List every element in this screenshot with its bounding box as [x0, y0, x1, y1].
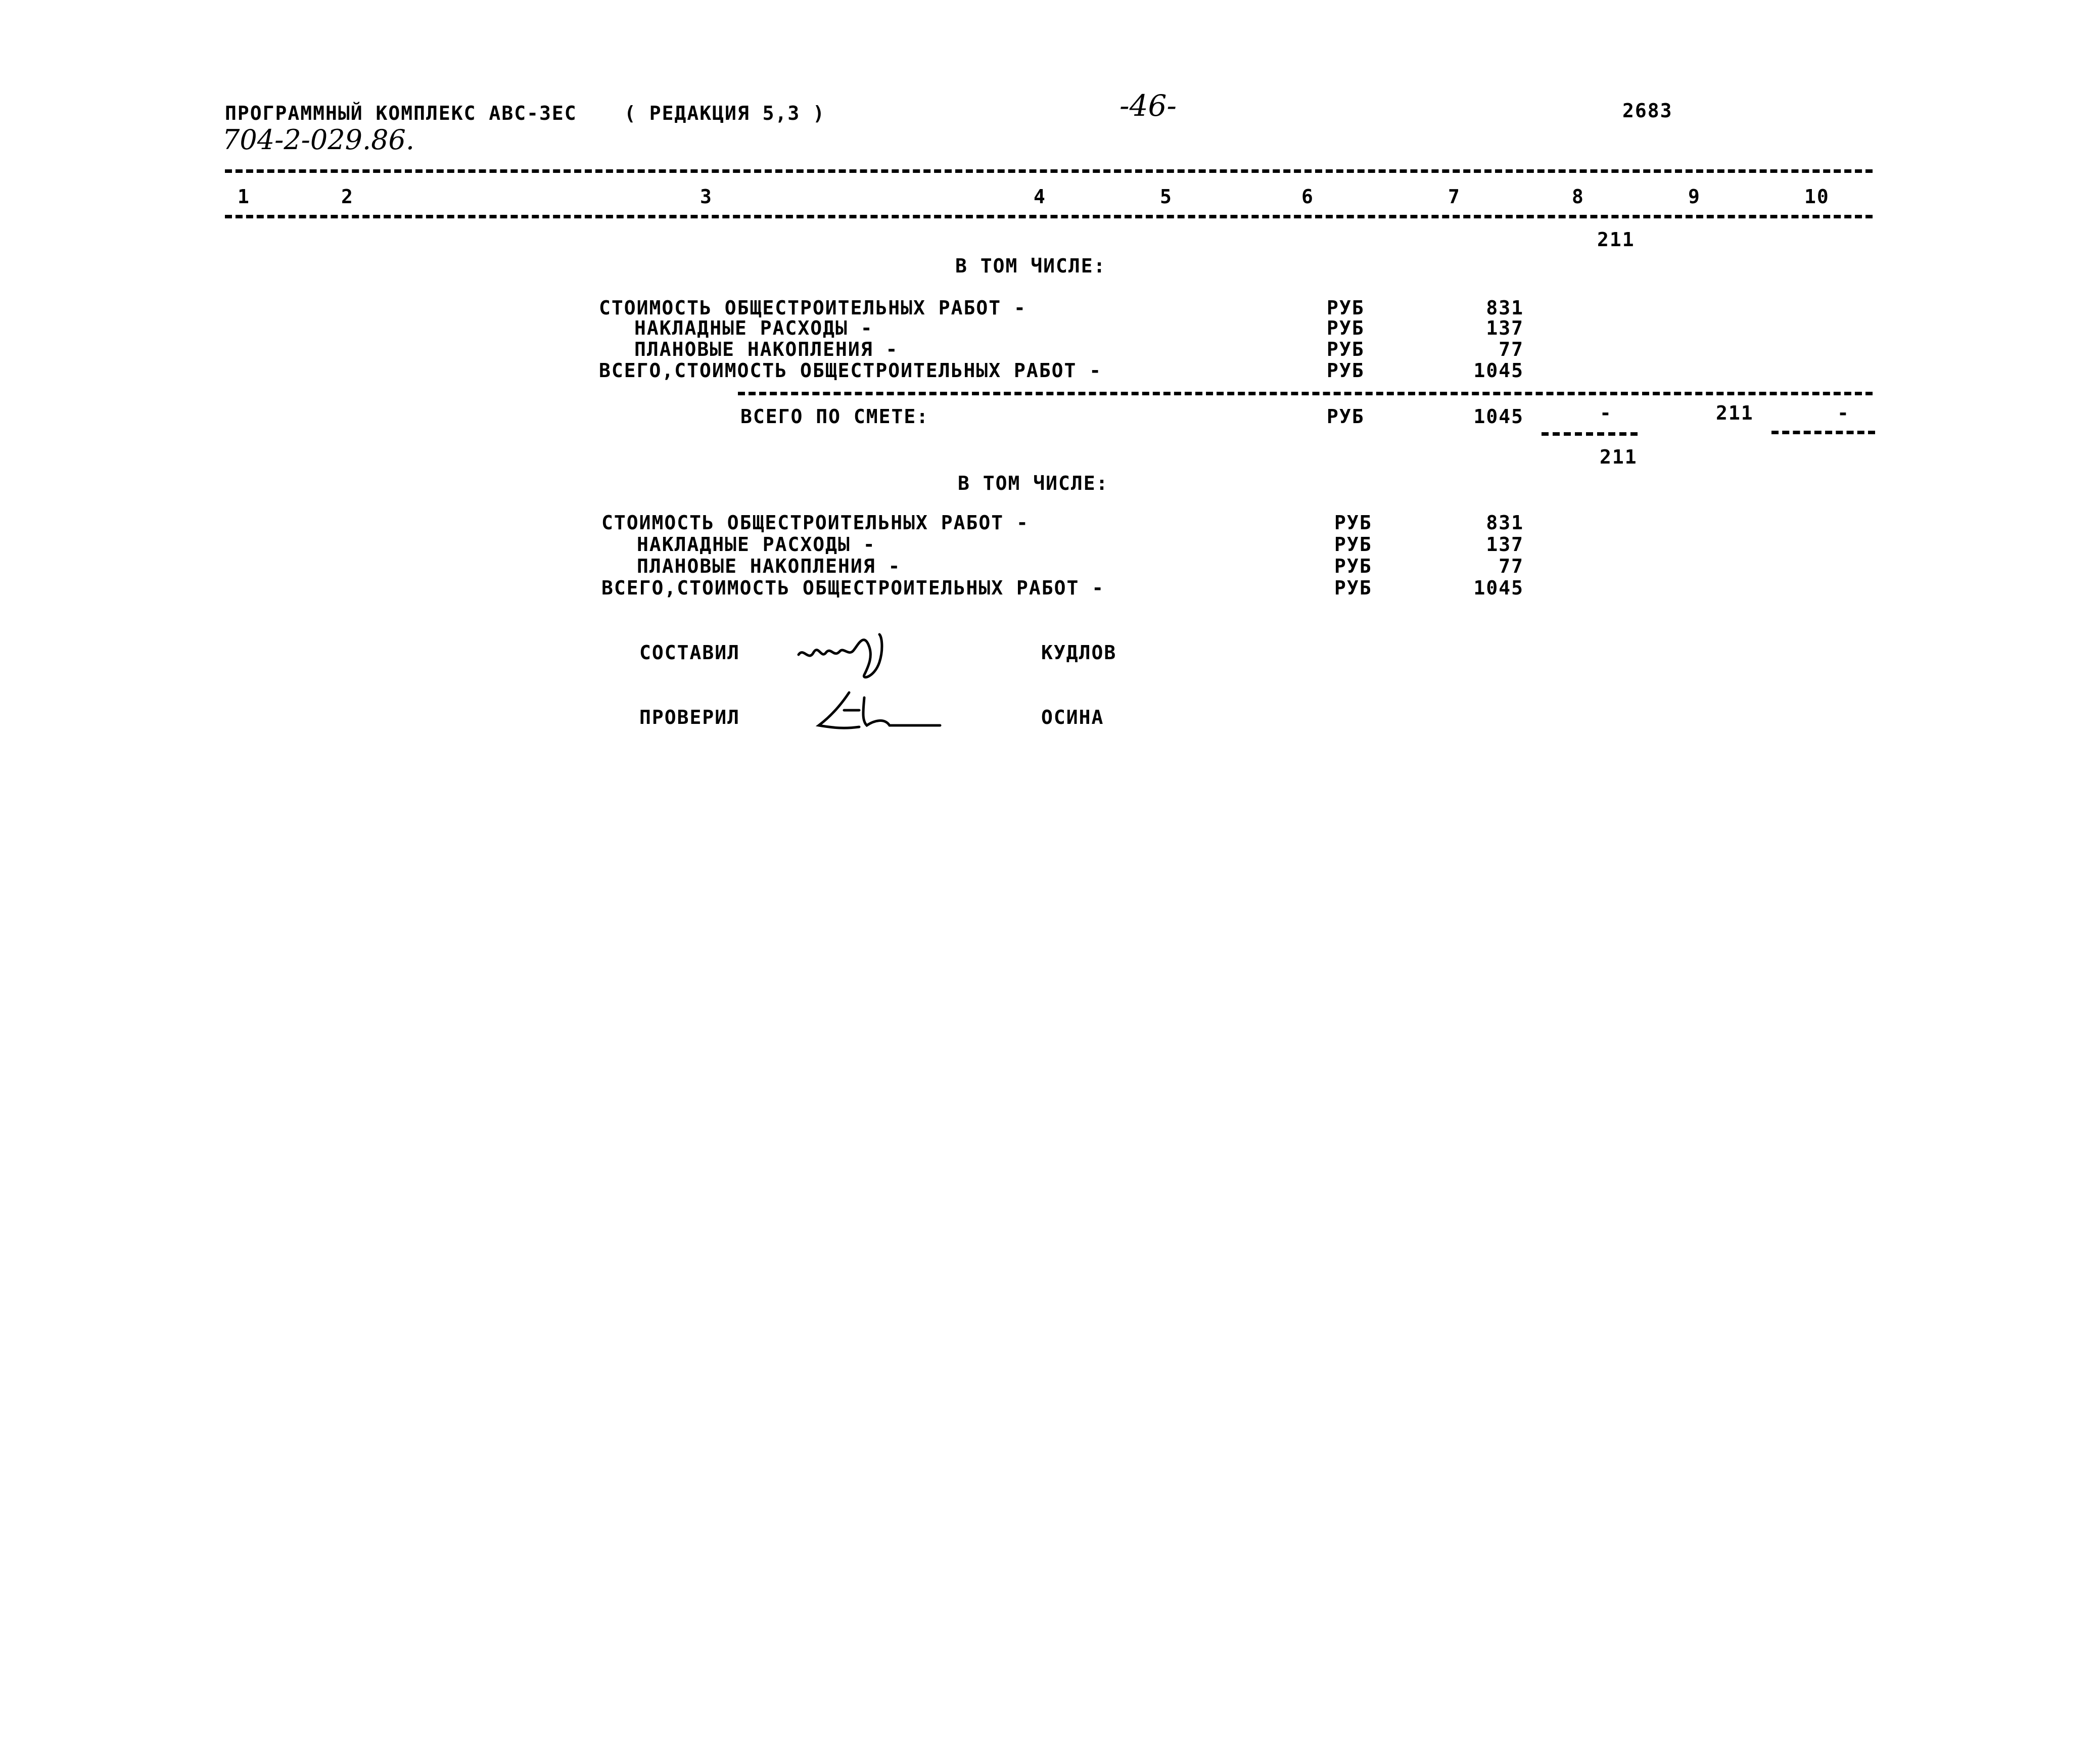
row-value: 1045	[1473, 359, 1524, 382]
row-unit: РУБ	[1334, 533, 1372, 556]
column-number: 6	[1301, 186, 1314, 208]
section2-top-value: 211	[1600, 446, 1638, 468]
row-unit: РУБ	[1327, 359, 1365, 382]
row-unit: РУБ	[1334, 577, 1372, 599]
total-col10-rule	[1771, 431, 1875, 434]
column-number: 7	[1448, 186, 1461, 208]
row-unit: РУБ	[1327, 297, 1365, 319]
row-label: НАКЛАДНЫЕ РАСХОДЫ -	[634, 317, 873, 339]
total-top-rule	[738, 392, 1873, 395]
total-col9: 211	[1716, 402, 1754, 424]
row-unit: РУБ	[1327, 338, 1365, 360]
checked-signature-icon	[809, 682, 950, 738]
compiled-signature-icon	[794, 627, 915, 682]
row-value: 137	[1486, 317, 1524, 339]
checked-by-label: ПРОВЕРИЛ	[639, 706, 740, 728]
row-unit: РУБ	[1334, 555, 1372, 577]
compiled-by-name: КУДЛОВ	[1041, 641, 1117, 664]
column-number: 10	[1804, 186, 1830, 208]
row-label: ВСЕГО,СТОИМОСТЬ ОБЩЕСТРОИТЕЛЬНЫХ РАБОТ -	[601, 577, 1105, 599]
section1-top-value: 211	[1597, 228, 1635, 251]
column-number: 3	[700, 186, 713, 208]
total-value: 1045	[1473, 405, 1524, 428]
column-header-bottom-rule	[225, 215, 1873, 218]
section2-heading: В ТОМ ЧИСЛЕ:	[958, 472, 1109, 494]
compiled-by-label: СОСТАВИЛ	[639, 641, 740, 664]
row-value: 77	[1499, 338, 1524, 360]
sheet-number: 2683	[1622, 100, 1673, 122]
row-unit: РУБ	[1334, 512, 1372, 534]
column-header-top-rule	[225, 169, 1873, 173]
column-number: 2	[341, 186, 354, 208]
total-col8-rule	[1542, 432, 1638, 436]
column-number: 1	[238, 186, 250, 208]
edition-label: ( РЕДАКЦИЯ 5,3 )	[624, 102, 826, 124]
row-label: ПЛАНОВЫЕ НАКОПЛЕНИЯ -	[634, 338, 899, 360]
total-col8: -	[1600, 402, 1612, 424]
total-col10: -	[1837, 402, 1850, 424]
handwritten-project-code: 704-2-029.86.	[222, 124, 415, 156]
row-unit: РУБ	[1327, 317, 1365, 339]
total-label: ВСЕГО ПО СМЕТЕ:	[740, 405, 929, 428]
row-label: ВСЕГО,СТОИМОСТЬ ОБЩЕСТРОИТЕЛЬНЫХ РАБОТ -	[599, 359, 1102, 382]
row-label: СТОИМОСТЬ ОБЩЕСТРОИТЕЛЬНЫХ РАБОТ -	[601, 512, 1029, 534]
program-title: ПРОГРАММНЫЙ КОМПЛЕКС АВС-3ЕС	[225, 102, 577, 124]
total-unit: РУБ	[1327, 405, 1365, 428]
column-number: 4	[1034, 186, 1046, 208]
row-value: 77	[1499, 555, 1524, 577]
section1-heading: В ТОМ ЧИСЛЕ:	[955, 255, 1106, 277]
column-number: 5	[1160, 186, 1173, 208]
row-value: 831	[1486, 512, 1524, 534]
row-value: 831	[1486, 297, 1524, 319]
row-label: СТОИМОСТЬ ОБЩЕСТРОИТЕЛЬНЫХ РАБОТ -	[599, 297, 1026, 319]
column-number: 8	[1572, 186, 1584, 208]
column-number: 9	[1688, 186, 1701, 208]
row-label: НАКЛАДНЫЕ РАСХОДЫ -	[637, 533, 876, 556]
checked-by-name: ОСИНА	[1041, 706, 1104, 728]
row-label: ПЛАНОВЫЕ НАКОПЛЕНИЯ -	[637, 555, 901, 577]
row-value: 137	[1486, 533, 1524, 556]
row-value: 1045	[1473, 577, 1524, 599]
page-number: -46-	[1119, 88, 1177, 123]
